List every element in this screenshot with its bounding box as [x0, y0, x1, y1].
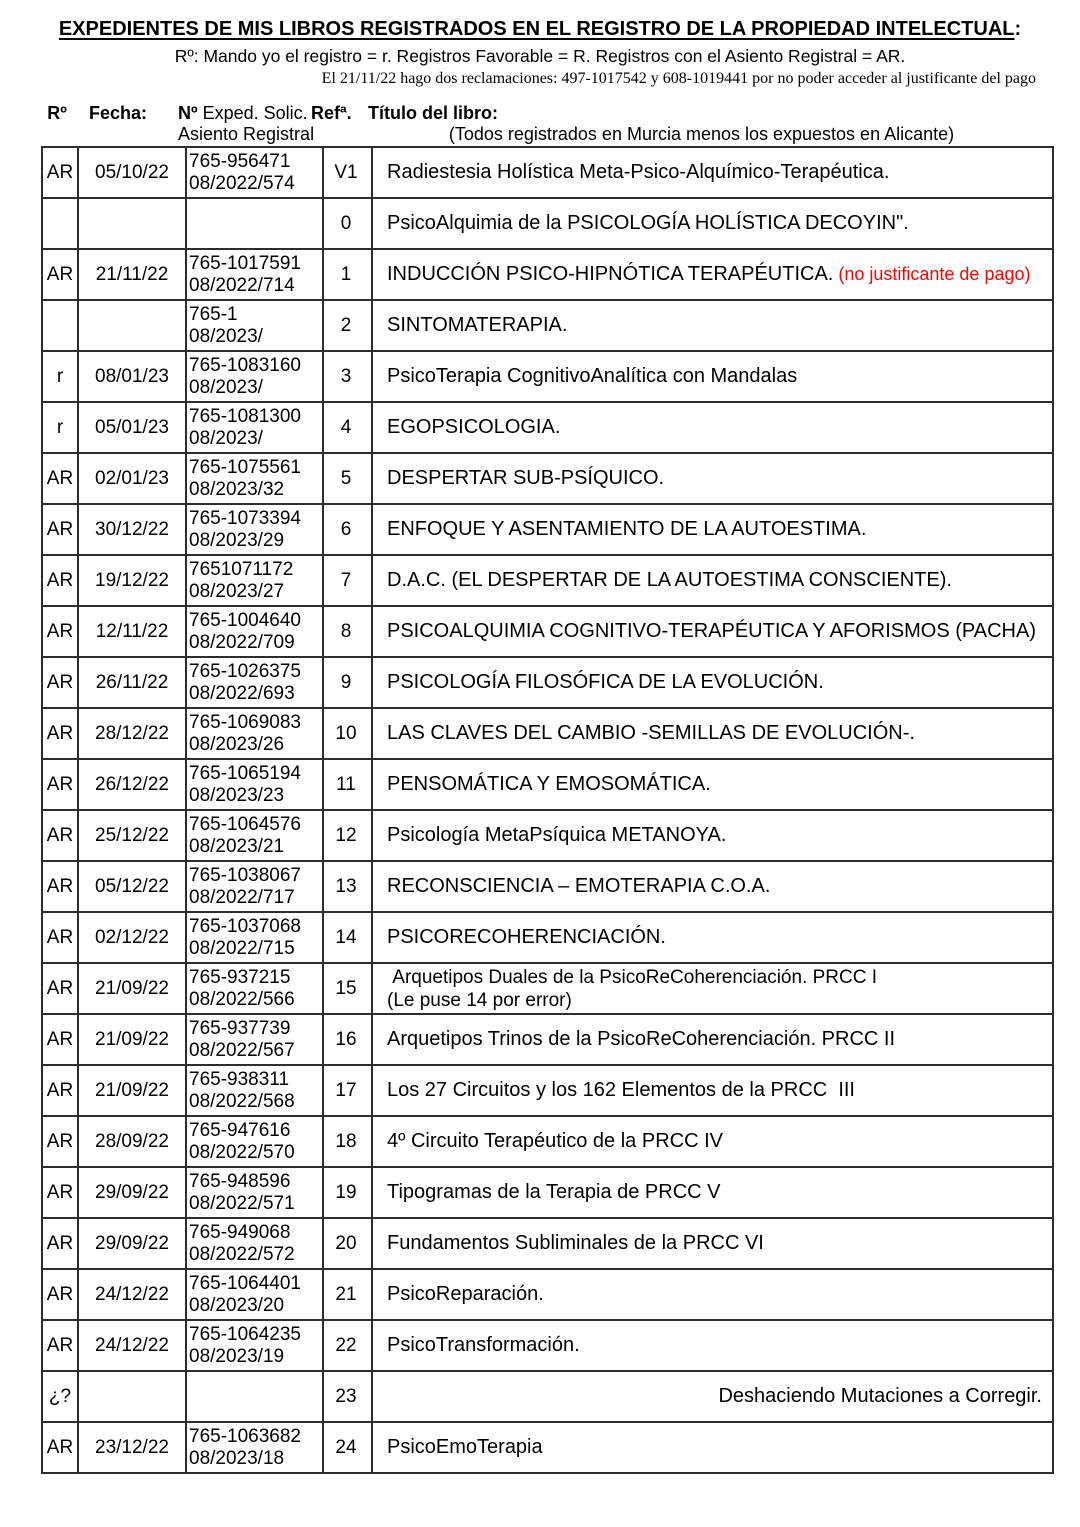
- cell-expediente: [186, 504, 323, 555]
- cell-titulo: [372, 555, 1053, 606]
- asiento-registral: 08/2023/26: [189, 733, 285, 755]
- table-row: [42, 810, 1053, 861]
- cell-ref: 5: [323, 453, 372, 504]
- cell-registro: AR: [42, 1167, 78, 1218]
- asiento-registral: 08/2022/709: [189, 631, 295, 653]
- book-title: INDUCCIÓN PSICO-HIPNÓTICA TERAPÉUTICA.: [387, 263, 834, 285]
- page-title: [0, 16, 1080, 42]
- legend-line: Rº: Mando yo el registro = r. Registros Favorable = R. Registros con el Asiento Registral = AR.: [174, 46, 906, 66]
- table-row: [42, 504, 1053, 555]
- asiento-registral: 08/2022/568: [189, 1090, 295, 1112]
- table-row: [42, 708, 1053, 759]
- expediente-solicitud: 765-1069083: [189, 711, 301, 733]
- asiento-registral: 08/2023/20: [189, 1294, 285, 1316]
- table-row: [42, 300, 1053, 351]
- cell-expediente: [186, 1218, 323, 1269]
- cell-registro: AR: [42, 249, 78, 300]
- cell-expediente: [186, 963, 323, 1014]
- cell-ref: 16: [323, 1014, 372, 1065]
- cell-registro: ¿?: [42, 1371, 78, 1422]
- cell-fecha: 28/12/22: [78, 708, 186, 759]
- cell-fecha: 02/01/23: [78, 453, 186, 504]
- cell-fecha: 21/11/22: [78, 249, 186, 300]
- column-header-row-2: [41, 124, 1048, 145]
- cell-expediente: [186, 300, 323, 351]
- cell-titulo: [372, 249, 1053, 300]
- cell-expediente: [186, 249, 323, 300]
- expediente-solicitud: 765-1075561: [189, 456, 301, 478]
- asiento-registral: 08/2022/717: [189, 886, 295, 908]
- asiento-registral: 08/2022/693: [189, 682, 295, 704]
- cell-titulo: [372, 759, 1053, 810]
- table-row: [42, 759, 1053, 810]
- column-label-fecha: Fecha:: [89, 103, 148, 123]
- cell-registro: AR: [42, 606, 78, 657]
- cell-fecha: 26/12/22: [78, 759, 186, 810]
- cell-expediente: [186, 912, 323, 963]
- column-note-todos: (Todos registrados en Murcia menos los expuestos en Alicante): [448, 124, 955, 144]
- table-row: [42, 1014, 1053, 1065]
- column-label-asiento: Asiento Registral: [178, 124, 315, 144]
- cell-fecha: 21/09/22: [78, 963, 186, 1014]
- table-row: [42, 402, 1053, 453]
- cell-ref: 0: [323, 198, 372, 249]
- cell-titulo: [372, 147, 1053, 198]
- column-label-expediente-no: Nº: [178, 103, 198, 123]
- book-title: PsicoTransformación.: [387, 1334, 580, 1356]
- asiento-registral: 08/2023/: [189, 376, 263, 398]
- cell-fecha: 05/01/23: [78, 402, 186, 453]
- column-label-titulo: Título del libro:: [368, 103, 498, 123]
- book-title: PsicoAlquimia de la PSICOLOGÍA HOLÍSTICA DECOYIN".: [387, 212, 909, 234]
- cell-ref: 12: [323, 810, 372, 861]
- asiento-registral: 08/2022/572: [189, 1243, 295, 1265]
- expediente-solicitud: 765-1004640: [189, 609, 301, 631]
- cell-fecha: 05/10/22: [78, 147, 186, 198]
- cell-expediente: [186, 453, 323, 504]
- table-row: [42, 912, 1053, 963]
- cell-fecha: 08/01/23: [78, 351, 186, 402]
- cell-expediente: [186, 555, 323, 606]
- table-row: [42, 657, 1053, 708]
- cell-titulo: [372, 1422, 1053, 1473]
- asiento-registral: 08/2022/566: [189, 988, 295, 1010]
- spacer: [41, 124, 73, 145]
- expediente-solicitud: 765-956471: [189, 150, 291, 172]
- asiento-registral: 08/2022/567: [189, 1039, 295, 1061]
- book-title: PSICOALQUIMIA COGNITIVO-TERAPÉUTICA Y AFORISMOS (PACHA): [387, 620, 1037, 642]
- cell-ref: 8: [323, 606, 372, 657]
- asiento-registral: 08/2023/32: [189, 478, 285, 500]
- expediente-solicitud: 765-947616: [189, 1119, 291, 1141]
- cell-registro: AR: [42, 1116, 78, 1167]
- column-label-expediente: [177, 103, 310, 124]
- cell-expediente: [186, 351, 323, 402]
- table-row: [42, 606, 1053, 657]
- cell-titulo: [372, 912, 1053, 963]
- cell-expediente: [186, 810, 323, 861]
- cell-registro: AR: [42, 912, 78, 963]
- asiento-registral: 08/2022/715: [189, 937, 295, 959]
- expediente-solicitud: 765-949068: [189, 1221, 291, 1243]
- no-justificante-note: (no justificante de pago): [833, 264, 1031, 284]
- asiento-registral: 08/2022/570: [189, 1141, 295, 1163]
- expediente-solicitud: 765-1017591: [189, 252, 301, 274]
- book-title: Fundamentos Subliminales de la PRCC VI: [387, 1232, 764, 1254]
- cell-titulo: [372, 606, 1053, 657]
- table-row: [42, 1269, 1053, 1320]
- asiento-registral: 08/2023/18: [189, 1447, 285, 1469]
- column-label-registro: Rº: [47, 103, 67, 123]
- book-title: Radiestesia Holística Meta-Psico-Alquímico-Terapéutica.: [387, 161, 890, 183]
- cell-registro: AR: [42, 1014, 78, 1065]
- expedientes-table: [41, 146, 1054, 1474]
- asiento-registral: 08/2022/571: [189, 1192, 295, 1214]
- expediente-solicitud: 7651071172: [189, 558, 294, 580]
- cell-ref: 19: [323, 1167, 372, 1218]
- cell-registro: AR: [42, 147, 78, 198]
- cell-ref: 9: [323, 657, 372, 708]
- asiento-registral: 08/2023/29: [189, 529, 285, 551]
- cell-registro: AR: [42, 453, 78, 504]
- cell-registro: AR: [42, 861, 78, 912]
- cell-expediente: [186, 1422, 323, 1473]
- cell-registro: AR: [42, 555, 78, 606]
- cell-registro: AR: [42, 1065, 78, 1116]
- column-label-ref: Refª.: [311, 103, 352, 123]
- asiento-registral: 08/2023/27: [189, 580, 285, 602]
- table-row: [42, 1371, 1053, 1422]
- cell-titulo: [372, 300, 1053, 351]
- cell-ref: 21: [323, 1269, 372, 1320]
- cell-registro: AR: [42, 657, 78, 708]
- cell-titulo: [372, 504, 1053, 555]
- book-title: ENFOQUE Y ASENTAMIENTO DE LA AUTOESTIMA.: [387, 518, 867, 540]
- cell-ref: 10: [323, 708, 372, 759]
- asiento-registral: 08/2023/19: [189, 1345, 285, 1367]
- expediente-solicitud: 765-948596: [189, 1170, 291, 1192]
- table-row: [42, 249, 1053, 300]
- expediente-solicitud: 765-1064401: [189, 1272, 301, 1294]
- cell-fecha: 21/09/22: [78, 1065, 186, 1116]
- book-title: Deshaciendo Mutaciones a Corregir.: [718, 1385, 1042, 1407]
- cell-registro: r: [42, 351, 78, 402]
- cell-ref: 11: [323, 759, 372, 810]
- expediente-solicitud: 765-1026375: [189, 660, 301, 682]
- cell-expediente: [186, 1269, 323, 1320]
- expediente-solicitud: 765-937215: [189, 966, 291, 988]
- book-title: D.A.C. (EL DESPERTAR DE LA AUTOESTIMA CONSCIENTE).: [387, 569, 952, 591]
- expediente-solicitud: 765-937739: [189, 1017, 291, 1039]
- cell-expediente: [186, 1371, 323, 1422]
- cell-registro: AR: [42, 1320, 78, 1371]
- cell-registro: AR: [42, 504, 78, 555]
- cell-ref: V1: [323, 147, 372, 198]
- cell-titulo: [372, 453, 1053, 504]
- expediente-solicitud: 765-1065194: [189, 762, 301, 784]
- cell-fecha: [78, 300, 186, 351]
- cell-ref: 14: [323, 912, 372, 963]
- cell-fecha: 29/09/22: [78, 1167, 186, 1218]
- cell-ref: 6: [323, 504, 372, 555]
- table-row: [42, 555, 1053, 606]
- cell-ref: 22: [323, 1320, 372, 1371]
- cell-ref: 20: [323, 1218, 372, 1269]
- cell-expediente: [186, 1320, 323, 1371]
- cell-titulo: [372, 1269, 1053, 1320]
- table-row: [42, 1422, 1053, 1473]
- cell-titulo: [372, 708, 1053, 759]
- book-title: PENSOMÁTICA Y EMOSOMÁTICA.: [387, 773, 711, 795]
- table-row: [42, 1065, 1053, 1116]
- cell-ref: 18: [323, 1116, 372, 1167]
- asiento-registral: 08/2022/574: [189, 172, 295, 194]
- cell-registro: [42, 300, 78, 351]
- column-header-row-1: [41, 103, 1048, 124]
- cell-ref: 7: [323, 555, 372, 606]
- cell-expediente: [186, 657, 323, 708]
- cell-titulo: [372, 198, 1053, 249]
- expediente-solicitud: 765-1064576: [189, 813, 301, 835]
- book-title: 4º Circuito Terapéutico de la PRCC IV: [387, 1130, 723, 1152]
- cell-fecha: 19/12/22: [78, 555, 186, 606]
- cell-ref: 4: [323, 402, 372, 453]
- table-row: [42, 1320, 1053, 1371]
- cell-expediente: [186, 606, 323, 657]
- asiento-registral: 08/2022/714: [189, 274, 295, 296]
- cell-ref: 15: [323, 963, 372, 1014]
- cell-titulo: [372, 810, 1053, 861]
- cell-titulo: [372, 1320, 1053, 1371]
- cell-ref: 23: [323, 1371, 372, 1422]
- cell-expediente: [186, 1116, 323, 1167]
- cell-registro: AR: [42, 1218, 78, 1269]
- cell-fecha: 24/12/22: [78, 1269, 186, 1320]
- cell-expediente: [186, 708, 323, 759]
- cell-fecha: 23/12/22: [78, 1422, 186, 1473]
- table-row: [42, 1167, 1053, 1218]
- cell-ref: 24: [323, 1422, 372, 1473]
- cell-titulo: [372, 1116, 1053, 1167]
- expediente-solicitud: 765-1083160: [189, 354, 301, 376]
- book-title: Los 27 Circuitos y los 162 Elementos de la PRCC III: [387, 1079, 855, 1101]
- book-title: SINTOMATERAPIA.: [387, 314, 568, 336]
- book-title: PSICOLOGÍA FILOSÓFICA DE LA EVOLUCIÓN.: [387, 671, 824, 693]
- asiento-registral: 08/2023/21: [189, 835, 285, 857]
- cell-registro: AR: [42, 1269, 78, 1320]
- cell-fecha: 25/12/22: [78, 810, 186, 861]
- book-title: LAS CLAVES DEL CAMBIO -SEMILLAS DE EVOLUCIÓN-.: [387, 722, 915, 744]
- column-headers: [41, 103, 1048, 145]
- cell-ref: 3: [323, 351, 372, 402]
- cell-titulo: [372, 861, 1053, 912]
- book-title: DESPERTAR SUB-PSÍQUICO.: [387, 467, 665, 489]
- table-row: [42, 198, 1053, 249]
- cell-fecha: 26/11/22: [78, 657, 186, 708]
- cell-registro: AR: [42, 759, 78, 810]
- cell-fecha: 29/09/22: [78, 1218, 186, 1269]
- cell-registro: r: [42, 402, 78, 453]
- table-row: [42, 963, 1053, 1014]
- cell-expediente: [186, 147, 323, 198]
- book-title: PsicoReparación.: [387, 1283, 544, 1305]
- expediente-solicitud: 765-1038067: [189, 864, 301, 886]
- cell-fecha: 24/12/22: [78, 1320, 186, 1371]
- cell-expediente: [186, 198, 323, 249]
- cell-titulo: [372, 963, 1053, 1014]
- cell-titulo: [372, 1371, 1053, 1422]
- cell-titulo: [372, 1014, 1053, 1065]
- cell-expediente: [186, 402, 323, 453]
- cell-expediente: [186, 861, 323, 912]
- expediente-solicitud: 765-1064235: [189, 1323, 301, 1345]
- page-title-text: EXPEDIENTES DE MIS LIBROS REGISTRADOS EN EL REGISTRO DE LA PROPIEDAD INTELECTUAL: [58, 18, 1015, 40]
- spacer: [73, 124, 177, 145]
- table-row: [42, 1116, 1053, 1167]
- cell-registro: AR: [42, 1422, 78, 1473]
- cell-registro: [42, 198, 78, 249]
- cell-titulo: [372, 1218, 1053, 1269]
- cell-expediente: [186, 1167, 323, 1218]
- spacer: [310, 124, 355, 145]
- book-title: Arquetipos Duales de la PsicoReCoherenciación. PRCC I: [387, 966, 878, 988]
- expediente-solicitud: 765-1063682: [189, 1425, 301, 1447]
- asiento-registral: 08/2023/23: [189, 784, 285, 806]
- book-title: Tipogramas de la Terapia de PRCC V: [387, 1181, 721, 1203]
- cell-fecha: 12/11/22: [78, 606, 186, 657]
- cell-fecha: 05/12/22: [78, 861, 186, 912]
- column-label-expediente-rest: Exped. Solic.: [197, 103, 308, 123]
- cell-fecha: 21/09/22: [78, 1014, 186, 1065]
- asiento-registral: 08/2023/: [189, 325, 263, 347]
- cell-fecha: 02/12/22: [78, 912, 186, 963]
- table-row: [42, 351, 1053, 402]
- book-title-note: (Le puse 14 por error): [387, 989, 572, 1011]
- expediente-solicitud: 765-1037068: [189, 915, 301, 937]
- cell-registro: AR: [42, 810, 78, 861]
- book-title: PSICORECOHERENCIACIÓN.: [387, 926, 666, 948]
- cell-fecha: [78, 198, 186, 249]
- book-title: Arquetipos Trinos de la PsicoReCoherenciación. PRCC II: [387, 1028, 896, 1050]
- page-title-colon: :: [1014, 18, 1022, 40]
- cell-ref: 1: [323, 249, 372, 300]
- book-title: PsicoEmoTerapia: [387, 1436, 543, 1458]
- expediente-solicitud: 765-1: [189, 303, 238, 325]
- cell-ref: 17: [323, 1065, 372, 1116]
- cell-ref: 2: [323, 300, 372, 351]
- book-title: EGOPSICOLOGIA.: [387, 416, 561, 438]
- cell-fecha: 30/12/22: [78, 504, 186, 555]
- book-title: PsicoTerapia CognitivoAnalítica con Mandalas: [387, 365, 798, 387]
- cell-registro: AR: [42, 963, 78, 1014]
- cell-ref: 13: [323, 861, 372, 912]
- asiento-registral: 08/2023/: [189, 427, 263, 449]
- table-row: [42, 861, 1053, 912]
- expediente-solicitud: 765-1073394: [189, 507, 301, 529]
- cell-titulo: [372, 1167, 1053, 1218]
- cell-fecha: 28/09/22: [78, 1116, 186, 1167]
- cell-expediente: [186, 759, 323, 810]
- table-row: [42, 1218, 1053, 1269]
- book-title: RECONSCIENCIA – EMOTERAPIA C.O.A.: [387, 875, 771, 897]
- cell-titulo: [372, 657, 1053, 708]
- table-row: [42, 453, 1053, 504]
- book-title: Psicología MetaPsíquica METANOYA.: [387, 824, 727, 846]
- expediente-solicitud: 765-1081300: [189, 405, 301, 427]
- cell-fecha: [78, 1371, 186, 1422]
- cell-expediente: [186, 1065, 323, 1116]
- cell-registro: AR: [42, 708, 78, 759]
- cell-titulo: [372, 351, 1053, 402]
- cell-titulo: [372, 402, 1053, 453]
- table-row: [42, 147, 1053, 198]
- cell-expediente: [186, 1014, 323, 1065]
- expediente-solicitud: 765-938311: [189, 1068, 290, 1090]
- reclamation-note: El 21/11/22 hago dos reclamaciones: 497-1017542 y 608-1019441 por no poder acceder al justificante del pago: [321, 70, 1036, 87]
- cell-titulo: [372, 1065, 1053, 1116]
